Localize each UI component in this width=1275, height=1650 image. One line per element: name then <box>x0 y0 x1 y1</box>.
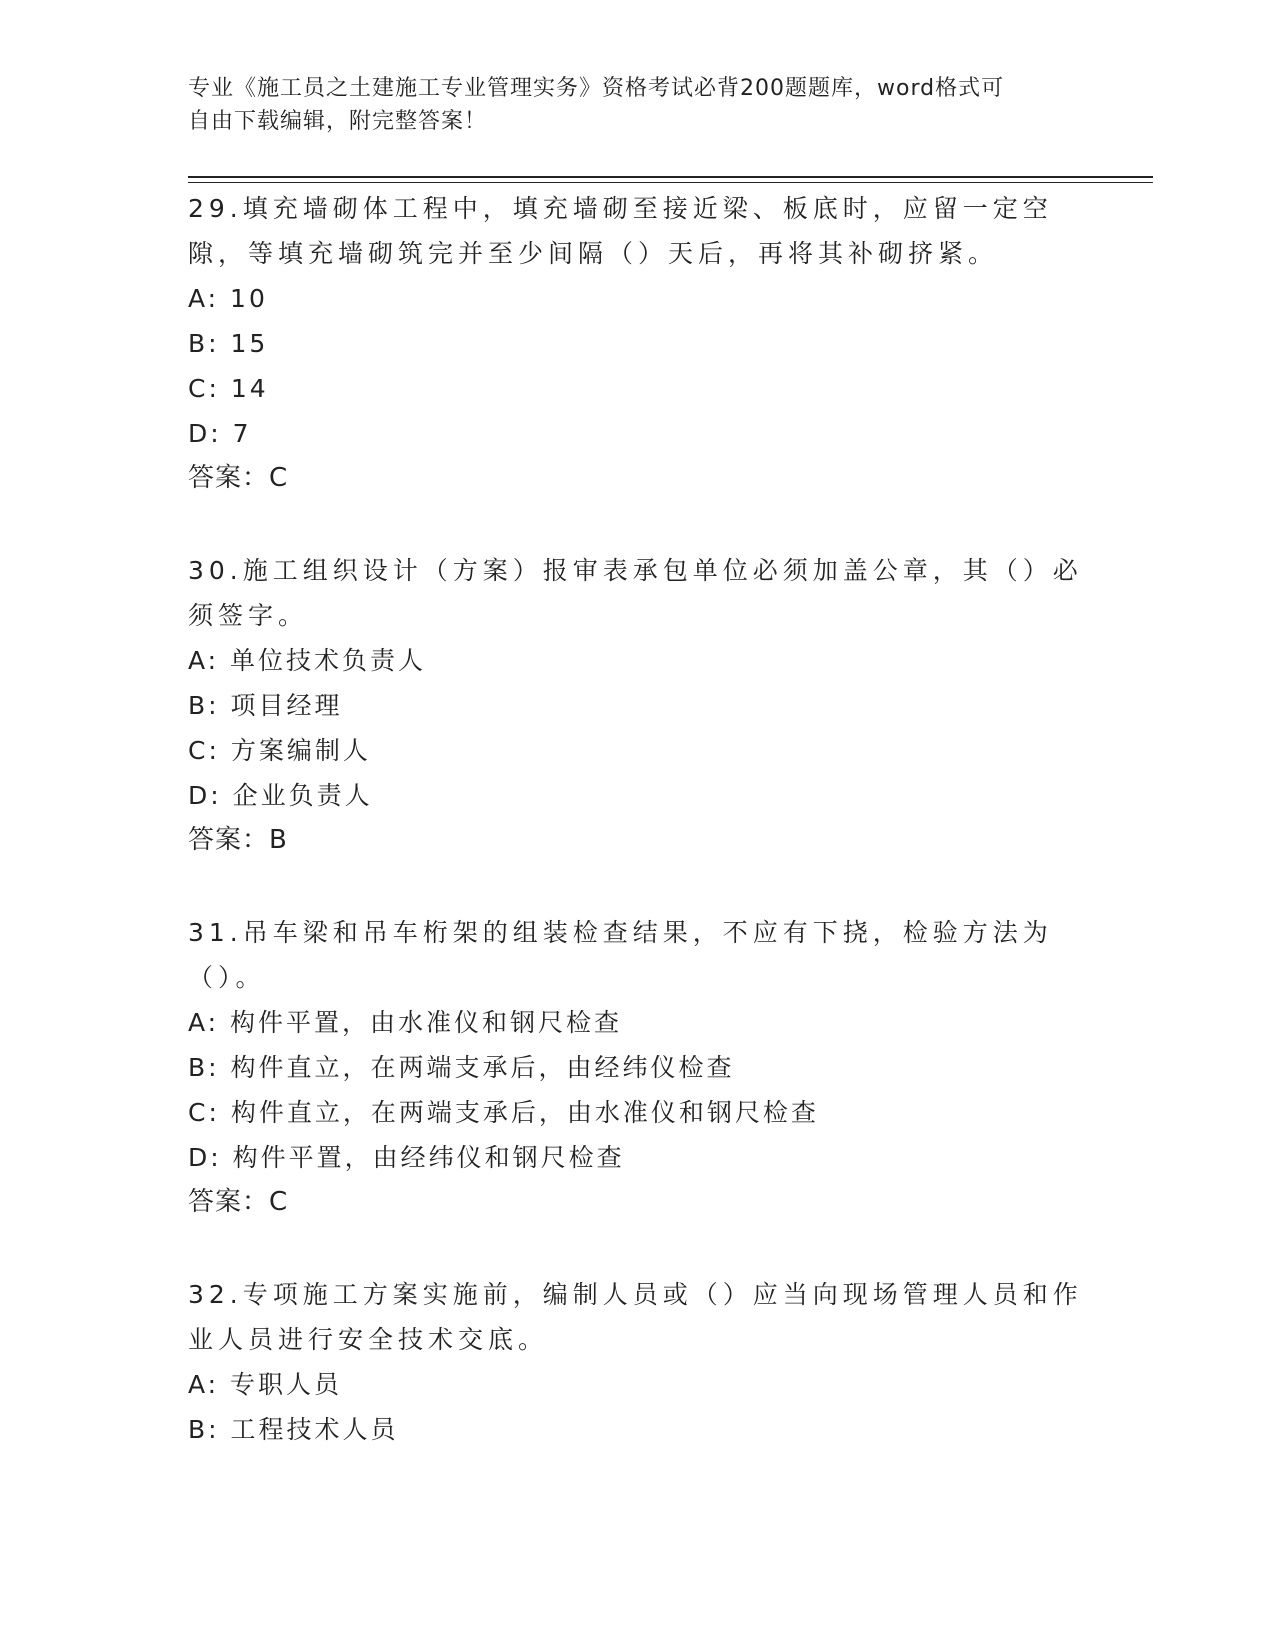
option-b: B: 构件直立，在两端支承后，由经纬仪检查 <box>188 1053 735 1082</box>
answer: 答案：C <box>188 463 289 493</box>
header-divider-top <box>188 176 1153 178</box>
option-d: D: 7 <box>188 419 252 448</box>
option-a: A: 10 <box>188 284 268 313</box>
option-a: A: 专职人员 <box>188 1370 343 1399</box>
option-c: C: 方案编制人 <box>188 736 371 765</box>
question-stem: 32.专项施工方案实施前，编制人员或（）应当向现场管理人员和作业人员进行安全技术交底。 <box>188 1280 1083 1354</box>
question-stem: 31.吊车梁和吊车桁架的组装检查结果，不应有下挠，检验方法为（）。 <box>188 918 1053 992</box>
question-31 <box>188 910 1088 1225</box>
header-divider-bottom <box>188 182 1153 183</box>
option-d: D: 构件平置，由经纬仪和钢尺检查 <box>188 1143 625 1172</box>
option-a: A: 构件平置，由水准仪和钢尺检查 <box>188 1008 623 1037</box>
option-b: B: 项目经理 <box>188 691 343 720</box>
answer: 答案：B <box>188 825 288 855</box>
option-b: B: 15 <box>188 329 269 358</box>
option-c: C: 构件直立，在两端支承后，由水准仪和钢尺检查 <box>188 1098 819 1127</box>
document-header <box>188 72 1088 138</box>
header-title-line-2: 自由下载编辑，附完整答案！ <box>188 109 488 134</box>
option-a: A: 单位技术负责人 <box>188 646 427 675</box>
answer: 答案：C <box>188 1187 289 1217</box>
question-stem: 30.施工组织设计（方案）报审表承包单位必须加盖公章，其（）必须签字。 <box>188 556 1083 630</box>
question-30 <box>188 548 1088 863</box>
option-d: D: 企业负责人 <box>188 781 373 810</box>
question-stem: 29.填充墙砌体工程中，填充墙砌至接近梁、板底时，应留一定空隙，等填充墙砌筑完并至少间隔（）天后，再将其补砌挤紧。 <box>188 194 1053 268</box>
question-29 <box>188 186 1088 501</box>
header-title-line-1: 专业《施工员之土建施工专业管理实务》资格考试必背200题题库，word格式可 <box>188 76 1005 101</box>
question-32 <box>188 1272 1088 1452</box>
option-b: B: 工程技术人员 <box>188 1415 399 1444</box>
option-c: C: 14 <box>188 374 269 403</box>
